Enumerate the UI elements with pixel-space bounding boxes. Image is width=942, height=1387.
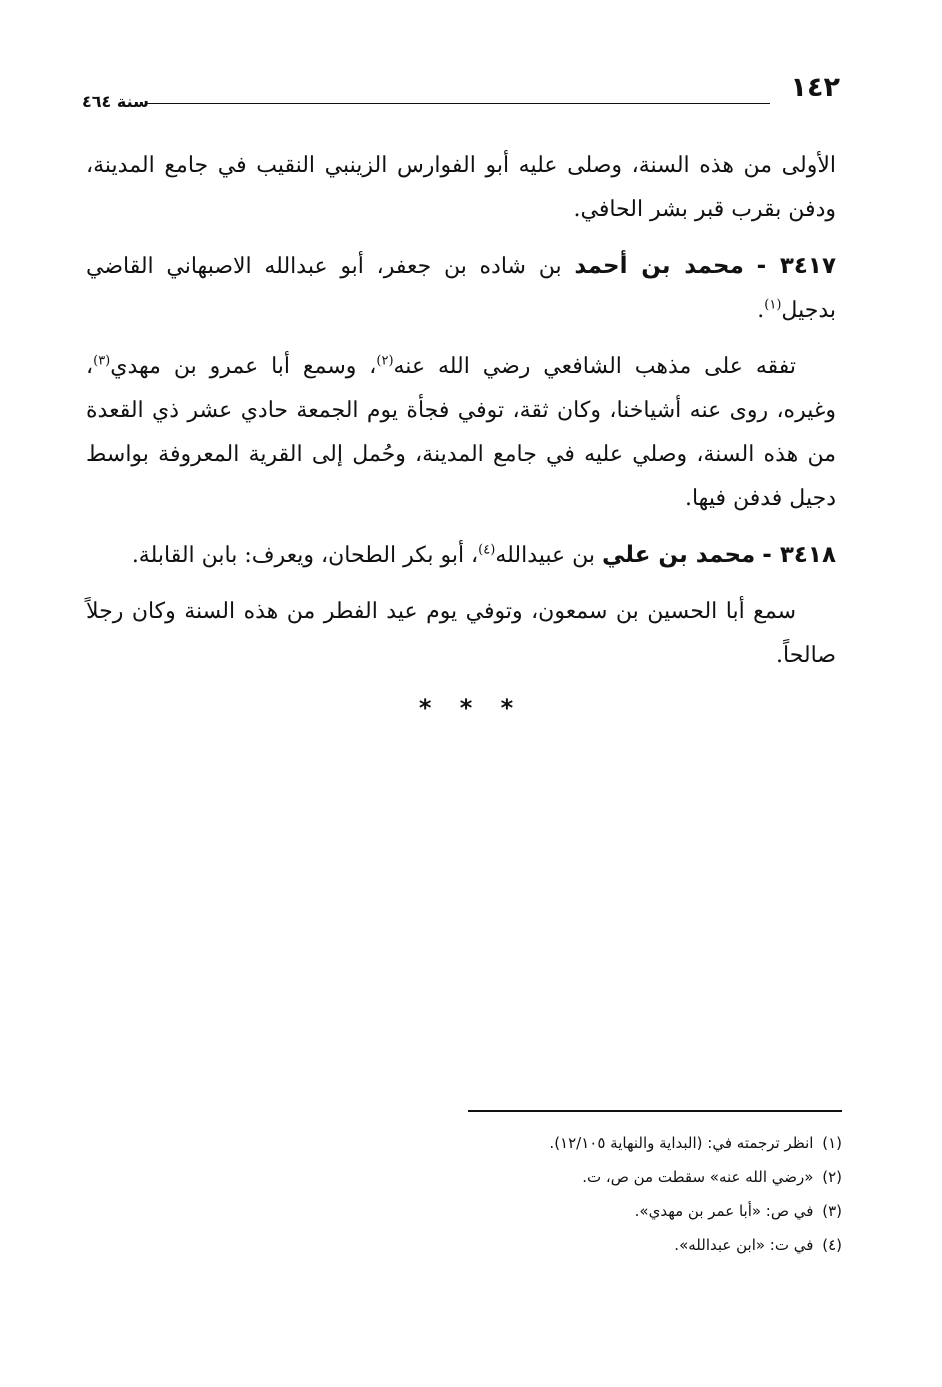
header-rule	[146, 103, 770, 104]
footnote-ref: (١)	[764, 297, 782, 313]
footnote-ref: (٣)	[93, 353, 111, 369]
paragraph-text: الأولى من هذه السنة، وصلى عليه أبو الفوارس الزينبي النقيب في جامع المدينة، ودفن بقرب قبر بشر الحافي.	[86, 153, 836, 222]
paragraph-text-part: تفقه على مذهب الشافعي رضي الله عنه	[393, 354, 796, 379]
footnote	[422, 1126, 842, 1160]
footnote-ref: (٤)	[478, 542, 496, 558]
paragraph-text: سمع أبا الحسين بن سمعون، وتوفي يوم عيد الفطر من هذه السنة وكان رجلاً صالحاً.	[86, 599, 836, 668]
entry-name: محمد بن علي	[602, 542, 756, 568]
footnote-number: (٣)	[822, 1202, 842, 1220]
entry-rest: ، أبو بكر الطحان، ويعرف: بابن القابلة.	[131, 543, 479, 568]
paragraph-continuation	[86, 144, 836, 232]
entry-end: .	[757, 298, 765, 323]
footnote	[422, 1194, 842, 1228]
entry-text: بن عبيدالله	[495, 543, 596, 568]
footnote-number: (٢)	[822, 1168, 842, 1186]
footnote-text: في ت: «ابن عبدالله».	[674, 1236, 814, 1254]
entry-number: ٣٤١٧ -	[756, 253, 836, 279]
footnote-number: (٤)	[822, 1236, 842, 1254]
footnote-number: (١)	[822, 1134, 842, 1152]
page-number: ١٤٢	[790, 72, 840, 103]
footnote-rule	[468, 1110, 842, 1112]
paragraph-biography	[86, 345, 836, 521]
footnote-text: انظر ترجمته في: (البداية والنهاية ١٢/١٠٥).	[549, 1134, 814, 1152]
main-text	[86, 144, 836, 690]
paragraph-text-part: ، وغيره، روى عنه أشياخنا، وكان ثقة، توفي فجأة يوم الجمعة حادي عشر ذي القعدة من هذه السنة، وصلي عليه في جامع المدينة، وحُمل إلى القرية المعروفة بواسط دجيل فدفن فيها.	[86, 354, 836, 511]
footnotes	[422, 1126, 842, 1262]
footnote	[422, 1160, 842, 1194]
footnote	[422, 1228, 842, 1262]
footnote-ref: (٢)	[376, 353, 394, 369]
footnote-text: «رضي الله عنه» سقطت من ص، ت.	[582, 1168, 814, 1186]
paragraph-text-part: ، وسمع أبا عمرو بن مهدي	[110, 354, 377, 379]
entry-name: محمد بن أحمد	[574, 253, 744, 279]
section-separator: * * *	[418, 694, 524, 722]
footnote-text: في ص: «أبا عمر بن مهدي».	[634, 1202, 814, 1220]
running-head-year: سنة ٤٦٤	[82, 92, 149, 111]
paragraph-biography	[86, 590, 836, 678]
page-header	[80, 70, 840, 114]
entry-3418	[86, 533, 836, 578]
entry-text: بن شاده بن جعفر، أبو عبدالله الاصبهاني القاضي بدجيل	[86, 254, 836, 323]
entry-3417	[86, 244, 836, 333]
entry-number: ٣٤١٨ -	[762, 542, 836, 568]
